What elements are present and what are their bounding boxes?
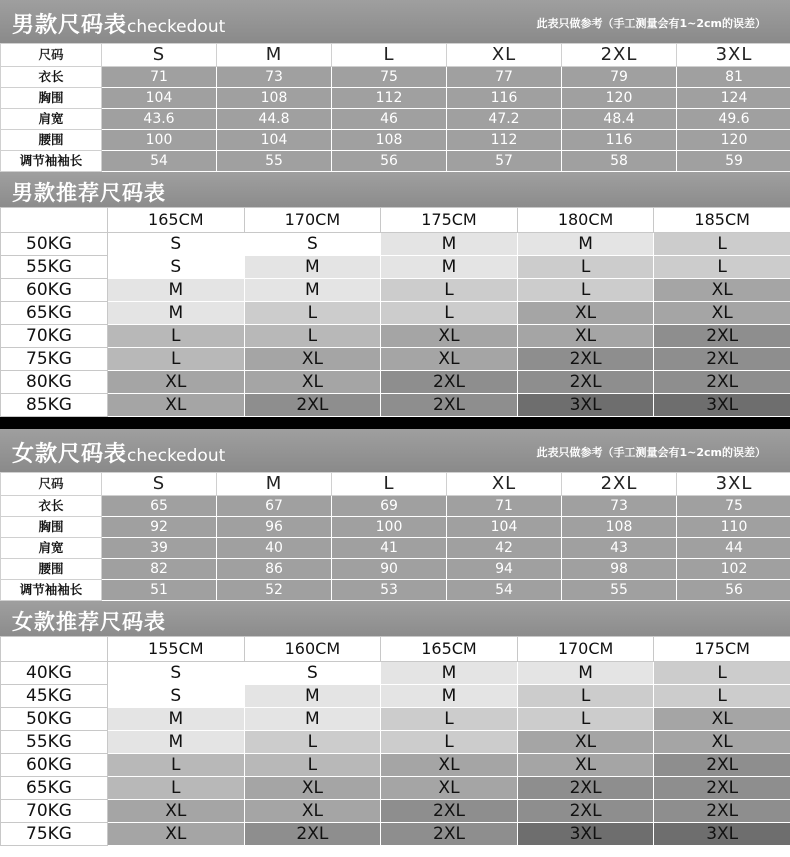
size-cell: L — [517, 256, 654, 279]
recommend-row — [1, 708, 790, 731]
men-recommend-header — [0, 172, 790, 207]
size-cell: 2XL — [654, 325, 790, 348]
weight-label: 60KG — [1, 754, 108, 777]
size-cell: M — [244, 685, 381, 708]
measurement-cell: 112 — [332, 88, 447, 109]
size-cell: L — [108, 348, 245, 371]
men-size-chart-title — [12, 8, 225, 39]
size-cell: 2XL — [381, 394, 518, 417]
measurement-cell: 44.8 — [217, 109, 332, 130]
recommend-row — [1, 662, 790, 685]
size-cell: L — [381, 279, 518, 302]
size-cell: L — [517, 685, 654, 708]
measurement-cell: 98 — [562, 559, 677, 580]
measurement-label: 衣长 — [1, 496, 102, 517]
size-header-cell: XL — [447, 44, 562, 67]
measurement-cell: 108 — [217, 88, 332, 109]
size-cell: XL — [654, 302, 790, 325]
size-cell: M — [381, 256, 518, 279]
size-cell: 2XL — [654, 800, 790, 823]
women-recommend-header — [0, 601, 790, 636]
size-cell: XL — [517, 302, 654, 325]
size-cell: S — [108, 662, 245, 685]
measurement-cell: 46 — [332, 109, 447, 130]
measurement-cell: 65 — [102, 496, 217, 517]
measurement-cell: 55 — [217, 151, 332, 172]
size-header-cell: S — [102, 44, 217, 67]
measurement-row — [1, 88, 790, 109]
measurement-cell: 47.2 — [447, 109, 562, 130]
measurement-cell: 71 — [102, 67, 217, 88]
measurement-cell: 96 — [217, 517, 332, 538]
size-cell: S — [244, 662, 381, 685]
size-cell: XL — [517, 731, 654, 754]
measurement-cell: 104 — [217, 130, 332, 151]
recommend-row — [1, 685, 790, 708]
men-recommend-table — [0, 207, 790, 417]
measurement-cell: 92 — [102, 517, 217, 538]
measurement-cell: 120 — [677, 130, 790, 151]
weight-label: 45KG — [1, 685, 108, 708]
recommend-row — [1, 731, 790, 754]
men-measurement-note: 此表只做参考（手工测量会有1~2cm的误差） — [536, 17, 766, 30]
measurement-cell: 90 — [332, 559, 447, 580]
size-cell: XL — [381, 325, 518, 348]
measurement-row — [1, 580, 790, 601]
measurement-cell: 59 — [677, 151, 790, 172]
measurement-cell: 56 — [332, 151, 447, 172]
size-cell: 2XL — [517, 348, 654, 371]
size-cell: XL — [244, 371, 381, 394]
size-header-cell: XL — [447, 473, 562, 496]
men-title-text: 男款尺码表 — [12, 13, 128, 38]
size-cell: L — [244, 731, 381, 754]
size-cell: S — [108, 685, 245, 708]
size-cell: M — [108, 279, 245, 302]
measurement-cell: 54 — [102, 151, 217, 172]
measurement-cell: 104 — [102, 88, 217, 109]
measurement-cell: 94 — [447, 559, 562, 580]
measurement-cell: 116 — [447, 88, 562, 109]
measurement-cell: 56 — [677, 580, 790, 601]
measurement-cell: 82 — [102, 559, 217, 580]
size-cell: 2XL — [244, 394, 381, 417]
size-cell: L — [654, 685, 790, 708]
men-recommend-title: 男款推荐尺码表 — [12, 181, 166, 205]
measurement-cell: 75 — [332, 67, 447, 88]
size-cell: L — [381, 302, 518, 325]
weight-label: 70KG — [1, 325, 108, 348]
measurement-cell: 110 — [677, 517, 790, 538]
height-header-row — [1, 637, 790, 662]
size-cell: S — [108, 256, 245, 279]
weight-label: 40KG — [1, 662, 108, 685]
height-header-cell: 175CM — [654, 637, 790, 662]
measurement-row — [1, 151, 790, 172]
measurement-cell: 43 — [562, 538, 677, 559]
measurement-label: 胸围 — [1, 88, 102, 109]
measurement-cell: 58 — [562, 151, 677, 172]
size-cell: M — [244, 279, 381, 302]
measurement-cell: 55 — [562, 580, 677, 601]
measurement-cell: 75 — [677, 496, 790, 517]
size-cell: L — [108, 325, 245, 348]
size-cell: 2XL — [654, 348, 790, 371]
weight-label: 60KG — [1, 279, 108, 302]
weight-label: 50KG — [1, 708, 108, 731]
size-header-cell: M — [217, 473, 332, 496]
size-cell: 3XL — [654, 823, 790, 846]
men-title-en: checkedout — [127, 17, 226, 37]
size-cell: M — [108, 302, 245, 325]
size-cell: XL — [654, 731, 790, 754]
measurement-label: 腰围 — [1, 559, 102, 580]
size-cell: 2XL — [381, 800, 518, 823]
measurement-cell: 116 — [562, 130, 677, 151]
section-divider — [0, 417, 790, 429]
size-cell: L — [108, 754, 245, 777]
recommend-row — [1, 279, 790, 302]
recommend-row — [1, 800, 790, 823]
women-size-header-row — [1, 473, 790, 496]
size-cell: XL — [517, 325, 654, 348]
size-cell: XL — [244, 777, 381, 800]
size-cell: XL — [244, 800, 381, 823]
measurement-row — [1, 130, 790, 151]
measurement-cell: 40 — [217, 538, 332, 559]
measurement-cell: 54 — [447, 580, 562, 601]
size-header-cell: M — [217, 44, 332, 67]
height-header-cell: 185CM — [654, 208, 790, 233]
recommend-row — [1, 371, 790, 394]
weight-label: 50KG — [1, 233, 108, 256]
size-cell: S — [244, 233, 381, 256]
size-cell: L — [108, 777, 245, 800]
height-header-cell: 160CM — [244, 637, 381, 662]
size-cell: M — [108, 731, 245, 754]
measurement-cell: 44 — [677, 538, 790, 559]
size-cell: 2XL — [381, 823, 518, 846]
measurement-cell: 71 — [447, 496, 562, 517]
women-measurement-note: 此表只做参考（手工测量会有1~2cm的误差） — [536, 446, 766, 459]
size-cell: M — [244, 256, 381, 279]
measurement-cell: 67 — [217, 496, 332, 517]
measurement-row — [1, 109, 790, 130]
measurement-cell: 52 — [217, 580, 332, 601]
measurement-cell: 77 — [447, 67, 562, 88]
size-cell: L — [517, 708, 654, 731]
height-header-cell: 170CM — [244, 208, 381, 233]
size-cell: XL — [654, 708, 790, 731]
recommend-row — [1, 325, 790, 348]
measurement-cell: 69 — [332, 496, 447, 517]
height-header-cell: 180CM — [517, 208, 654, 233]
size-cell: L — [381, 731, 518, 754]
height-header-cell: 165CM — [381, 637, 518, 662]
size-cell: M — [381, 662, 518, 685]
size-cell: 2XL — [381, 371, 518, 394]
size-cell: XL — [108, 371, 245, 394]
women-title-text: 女款尺码表 — [12, 442, 128, 467]
size-cell: M — [108, 708, 245, 731]
corner-cell — [1, 637, 108, 662]
measurement-label: 肩宽 — [1, 538, 102, 559]
measurement-cell: 41 — [332, 538, 447, 559]
recommend-row — [1, 754, 790, 777]
size-cell: L — [244, 325, 381, 348]
recommend-row — [1, 348, 790, 371]
size-cell: L — [654, 256, 790, 279]
size-cell: XL — [654, 279, 790, 302]
weight-label: 75KG — [1, 823, 108, 846]
measurement-cell: 120 — [562, 88, 677, 109]
measurement-row — [1, 559, 790, 580]
size-cell: XL — [517, 754, 654, 777]
height-header-cell: 175CM — [381, 208, 518, 233]
size-cell: 2XL — [654, 777, 790, 800]
measurement-cell: 43.6 — [102, 109, 217, 130]
corner-cell — [1, 208, 108, 233]
size-cell: XL — [108, 823, 245, 846]
women-measurement-table — [0, 472, 790, 601]
size-cell: 3XL — [654, 394, 790, 417]
size-cell: XL — [381, 348, 518, 371]
height-header-cell: 165CM — [108, 208, 245, 233]
size-cell: L — [654, 233, 790, 256]
size-header-cell: S — [102, 473, 217, 496]
size-cell: M — [381, 233, 518, 256]
size-cell: M — [244, 708, 381, 731]
measurement-cell: 79 — [562, 67, 677, 88]
size-cell: XL — [244, 348, 381, 371]
size-label-cell: 尺码 — [1, 44, 102, 67]
women-size-chart-header — [0, 429, 790, 472]
measurement-label: 调节袖袖长 — [1, 580, 102, 601]
size-cell: L — [244, 754, 381, 777]
measurement-cell: 42 — [447, 538, 562, 559]
weight-label: 85KG — [1, 394, 108, 417]
measurement-row — [1, 538, 790, 559]
weight-label: 70KG — [1, 800, 108, 823]
measurement-cell: 53 — [332, 580, 447, 601]
measurement-cell: 39 — [102, 538, 217, 559]
size-cell: 2XL — [654, 754, 790, 777]
measurement-cell: 100 — [102, 130, 217, 151]
recommend-row — [1, 394, 790, 417]
recommend-row — [1, 777, 790, 800]
size-cell: 2XL — [517, 800, 654, 823]
height-header-cell: 170CM — [517, 637, 654, 662]
weight-label: 65KG — [1, 777, 108, 800]
size-cell: L — [654, 662, 790, 685]
measurement-cell: 108 — [562, 517, 677, 538]
size-cell: L — [517, 279, 654, 302]
size-header-cell: 2XL — [562, 473, 677, 496]
measurement-row — [1, 67, 790, 88]
weight-label: 80KG — [1, 371, 108, 394]
women-recommend-table — [0, 636, 790, 846]
size-header-cell: L — [332, 473, 447, 496]
size-cell: M — [517, 662, 654, 685]
measurement-label: 调节袖袖长 — [1, 151, 102, 172]
measurement-label: 肩宽 — [1, 109, 102, 130]
size-header-cell: 3XL — [677, 473, 790, 496]
measurement-cell: 73 — [562, 496, 677, 517]
size-cell: 2XL — [517, 777, 654, 800]
size-cell: XL — [108, 800, 245, 823]
size-label-cell: 尺码 — [1, 473, 102, 496]
women-recommend-title: 女款推荐尺码表 — [12, 610, 166, 634]
women-size-chart-title — [12, 437, 225, 468]
measurement-cell: 100 — [332, 517, 447, 538]
size-cell: 2XL — [654, 371, 790, 394]
measurement-cell: 102 — [677, 559, 790, 580]
measurement-cell: 81 — [677, 67, 790, 88]
recommend-row — [1, 823, 790, 846]
measurement-label: 腰围 — [1, 130, 102, 151]
women-title-en: checkedout — [127, 446, 226, 466]
measurement-label: 胸围 — [1, 517, 102, 538]
recommend-row — [1, 233, 790, 256]
men-measurement-table — [0, 43, 790, 172]
measurement-cell: 49.6 — [677, 109, 790, 130]
size-cell: 2XL — [517, 371, 654, 394]
size-cell: 2XL — [244, 823, 381, 846]
measurement-cell: 57 — [447, 151, 562, 172]
measurement-row — [1, 496, 790, 517]
size-cell: M — [381, 685, 518, 708]
size-header-cell: 3XL — [677, 44, 790, 67]
recommend-row — [1, 256, 790, 279]
size-cell: XL — [108, 394, 245, 417]
weight-label: 55KG — [1, 731, 108, 754]
measurement-cell: 48.4 — [562, 109, 677, 130]
measurement-row — [1, 517, 790, 538]
men-size-header-row — [1, 44, 790, 67]
measurement-cell: 86 — [217, 559, 332, 580]
height-header-cell: 155CM — [108, 637, 245, 662]
measurement-cell: 104 — [447, 517, 562, 538]
measurement-label: 衣长 — [1, 67, 102, 88]
size-cell: 3XL — [517, 823, 654, 846]
weight-label: 75KG — [1, 348, 108, 371]
measurement-cell: 124 — [677, 88, 790, 109]
size-cell: L — [381, 708, 518, 731]
height-header-row — [1, 208, 790, 233]
size-cell: L — [244, 302, 381, 325]
size-cell: S — [108, 233, 245, 256]
recommend-row — [1, 302, 790, 325]
measurement-cell: 112 — [447, 130, 562, 151]
measurement-cell: 73 — [217, 67, 332, 88]
weight-label: 55KG — [1, 256, 108, 279]
men-size-chart-header — [0, 0, 790, 43]
size-header-cell: L — [332, 44, 447, 67]
size-cell: XL — [381, 777, 518, 800]
size-cell: M — [517, 233, 654, 256]
size-cell: 3XL — [517, 394, 654, 417]
size-header-cell: 2XL — [562, 44, 677, 67]
measurement-cell: 51 — [102, 580, 217, 601]
size-cell: XL — [381, 754, 518, 777]
weight-label: 65KG — [1, 302, 108, 325]
measurement-cell: 108 — [332, 130, 447, 151]
